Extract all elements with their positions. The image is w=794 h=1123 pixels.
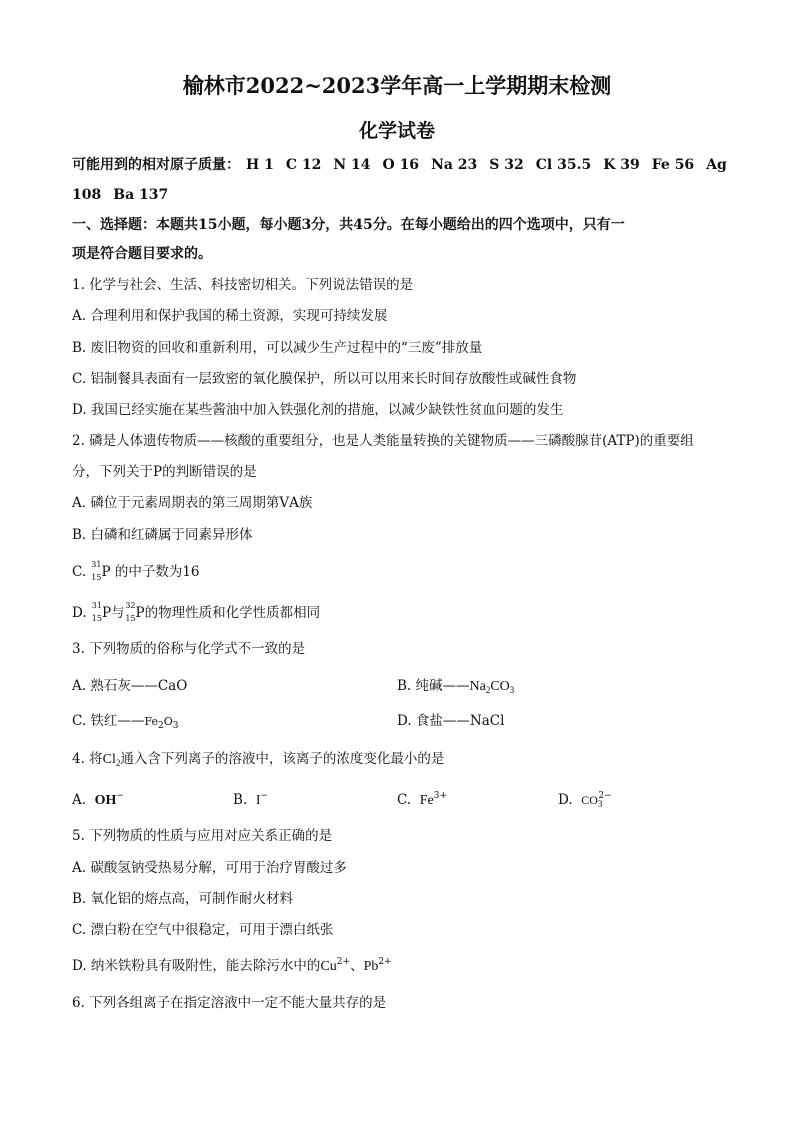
nuclide-p31 — [90, 562, 101, 580]
element-symbol: P — [135, 605, 145, 621]
question-5-option-b: B. 氧化铝的熔点高，可制作耐火材料 — [72, 891, 294, 907]
ion-formula: Cu — [320, 959, 337, 974]
formula-sub: 2 — [485, 685, 491, 695]
atomic-mass-item: N 14 — [333, 157, 371, 173]
stem-text: 4. 将 — [72, 751, 103, 767]
question-3-option-a: A. 熟石灰——CaO — [72, 678, 188, 694]
section-heading-cont: 项是符合题目要求的。 — [72, 246, 212, 262]
mass-number: 32 — [125, 601, 136, 610]
element-symbol: P — [101, 605, 112, 621]
question-4-stem — [72, 750, 444, 769]
atomic-mass-item: K 39 — [603, 157, 640, 173]
atomic-mass-item: Fe 56 — [651, 157, 695, 173]
option-text: C. 铁红—— — [72, 713, 145, 729]
question-4-option-c — [397, 791, 447, 810]
question-5-option-d — [72, 957, 392, 976]
question-1-option-d: D. 我国已经实施在某些酱油中加入铁强化剂的措施，以减少缺铁性贫血问题的发生 — [72, 402, 564, 418]
formula-sub: 3 — [172, 721, 179, 731]
formula-part: Na — [469, 679, 486, 694]
question-3-stem: 3. 下列物质的俗称与化学式不一致的是 — [72, 641, 306, 657]
question-3-option-b — [397, 677, 514, 696]
question-5-option-a: A. 碳酸氢钠受热易分解，可用于治疗胃酸过多 — [72, 860, 347, 876]
option-label: A. — [72, 792, 87, 808]
separator: 、 — [350, 958, 364, 974]
atomic-mass-item: Ag 108 — [72, 157, 727, 203]
question-5-stem: 5. 下列物质的性质与应用对应关系正确的是 — [72, 828, 333, 844]
question-1-option-b: B. 废旧物资的回收和重新利用，可以减少生产过程中的“三废”排放量 — [72, 340, 483, 356]
question-4-option-d — [558, 791, 612, 809]
question-4-option-b — [233, 791, 268, 810]
question-2-option-d — [72, 603, 320, 622]
atomic-number: 15 — [91, 614, 102, 623]
ion-formula: Pb — [363, 959, 379, 974]
question-2-stem-cont: 分，下列关于P的判断错误的是 — [72, 464, 257, 480]
formula — [144, 715, 179, 731]
page-subtitle: 化学试卷 — [358, 120, 435, 142]
formula-part: O — [163, 715, 173, 728]
atomic-number: 15 — [125, 614, 136, 623]
nuclide-p32 — [125, 603, 136, 621]
formula — [103, 752, 121, 767]
formula — [470, 679, 515, 694]
atomic-mass-item: Cl 35.5 — [535, 157, 592, 173]
atomic-mass-item: C 12 — [285, 157, 322, 173]
option-label: C. — [397, 792, 412, 808]
question-2-stem: 2. 磷是人体遗传物质——核酸的重要组分，也是人类能量转换的关键物质——三磷酸腺苷(ATP)的重要组 — [72, 433, 694, 449]
question-1-option-c: C. 铝制餐具表面有一层致密的氧化膜保护，所以可以用来长时间存放酸性或碱性食物 — [72, 371, 577, 387]
option-text: 的物理性质和化学性质都相同 — [144, 605, 321, 621]
question-1-option-a: A. 合理利用和保护我国的稀土资源，实现可持续发展 — [72, 308, 388, 324]
section-heading: 一、选择题：本题共15小题，每小题3分，共45分。在每小题给出的四个选项中，只有一 — [72, 217, 625, 233]
atomic-mass-label: 可能用到的相对原子质量： — [72, 157, 240, 173]
formula-sub: 2 — [157, 721, 164, 731]
formula-part: CO — [581, 793, 598, 807]
ion-charge: 2+ — [336, 957, 351, 967]
atomic-mass-item: H 1 — [246, 157, 274, 173]
ion-formula: OH — [94, 793, 117, 808]
atomic-mass-item: O 16 — [382, 157, 420, 173]
formula-part: Cl — [102, 752, 116, 767]
option-label: B. — [233, 792, 248, 808]
mass-number: 31 — [91, 601, 102, 610]
page-title: 榆林市2022~2023学年高一上学期期末检测 — [182, 73, 612, 98]
question-4-option-a — [72, 791, 124, 810]
ion-formula: Fe — [419, 793, 434, 808]
option-label: D. — [558, 792, 573, 808]
ion-charge: − — [260, 791, 269, 801]
question-3-option-d: D. 食盐——NaCl — [397, 713, 505, 729]
atomic-mass-item: Na 23 — [431, 157, 478, 173]
ion-charge: 3+ — [433, 791, 448, 801]
atomic-number: 15 — [91, 573, 102, 582]
question-1-stem: 1. 化学与社会、生活、科技密切相关。下列说法错误的是 — [72, 277, 414, 293]
nuclide-p31 — [91, 603, 102, 621]
ion-charge: 2+ — [378, 957, 392, 967]
option-label: C. — [72, 564, 87, 580]
formula-sub: 3 — [509, 685, 515, 695]
atomic-mass-list — [72, 150, 727, 210]
element-symbol: P — [101, 564, 111, 580]
option-text: D. 纳米铁粉具有吸附性，能去除污水中的 — [72, 958, 321, 974]
stem-text: 通入含下列离子的溶液中，该离子的浓度变化最小的是 — [120, 751, 445, 767]
question-6-stem: 6. 下列各组离子在指定溶液中一定不能大量共存的是 — [72, 995, 387, 1011]
question-2-option-b: B. 白磷和红磷属于同素异形体 — [72, 527, 253, 543]
question-2-option-c — [72, 562, 200, 581]
formula-sub: 2 — [115, 758, 121, 768]
option-text: 的中子数为16 — [114, 564, 200, 580]
option-label: D. — [72, 605, 87, 621]
formula-sub: 3 — [597, 799, 603, 809]
conjunction: 与 — [111, 605, 125, 621]
ion-charge: − — [116, 791, 124, 801]
question-2-option-a: A. 磷位于元素周期表的第三周期第ⅤA族 — [72, 495, 313, 511]
question-5-option-c: C. 漂白粉在空气中很稳定，可用于漂白纸张 — [72, 922, 334, 938]
ion-formula: I — [255, 793, 261, 808]
option-text: B. 纯碱—— — [397, 678, 470, 694]
formula-part: CO — [490, 679, 510, 694]
formula-part: Fe — [144, 715, 158, 728]
question-3-option-c — [72, 712, 178, 731]
ion-charge: 2− — [598, 791, 612, 801]
mass-number: 31 — [91, 560, 102, 569]
atomic-mass-item: Ba 137 — [113, 187, 169, 203]
atomic-mass-item: S 32 — [489, 157, 524, 173]
